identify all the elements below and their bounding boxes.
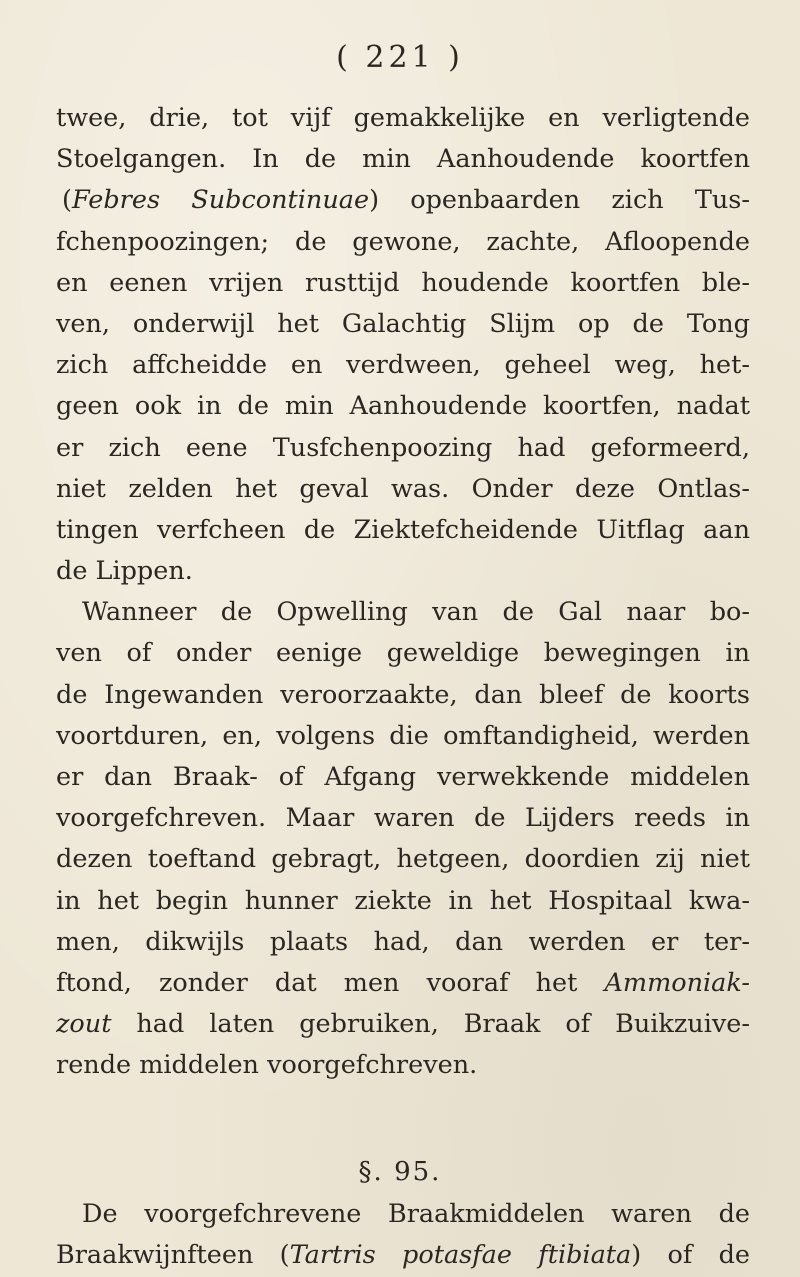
- line-text: Wanneer de Opwelling van de Gal naar bo-: [82, 597, 750, 628]
- line-text: geen ook in de min Aanhoudende koortfen, nadat: [56, 391, 750, 422]
- line-text: zich affcheidde en verdween, geheel weg, het-: [56, 350, 750, 381]
- text-line: [56, 98, 750, 139]
- text-line: [56, 1045, 750, 1086]
- body-text: [56, 98, 750, 1087]
- text-line: [56, 675, 750, 716]
- line-text: (: [62, 185, 72, 216]
- line-text: dezen toeftand gebragt, hetgeen, doordien zij niet: [56, 844, 750, 875]
- line-text: er dan Braak- of Afgang verwekkende middelen: [56, 762, 750, 792]
- text-line: [56, 139, 750, 180]
- line-text: ven, onderwijl het Galachtig Slijm op de Tong: [56, 308, 750, 339]
- italic-text: zout: [56, 1009, 112, 1040]
- text-line: [56, 1004, 750, 1045]
- text-line: [56, 551, 750, 592]
- line-text: men, dikwijls plaats had, dan werden er ter-: [56, 926, 750, 957]
- text-line: [56, 922, 750, 963]
- line-text: rende middelen voorgefchreven.: [56, 1050, 478, 1081]
- line-text: ) of de: [631, 1240, 750, 1271]
- line-text: er zich eene Tusfchenpoozing had geformeerd,: [56, 432, 750, 463]
- line-text: in het begin hunner ziekte in het Hospitaal kwa-: [56, 885, 750, 916]
- text-line: [56, 963, 750, 1004]
- text-line: [56, 386, 750, 427]
- line-text: de Ingewanden veroorzaakte, dan bleef de koorts: [56, 679, 750, 710]
- text-line: [56, 633, 750, 674]
- text-line: [56, 1235, 750, 1276]
- line-text: tingen verfcheen de Ziektefcheidende Uitflag aan: [56, 514, 750, 545]
- line-text: niet zelden het geval was. Onder deze Ontlas-: [56, 473, 750, 504]
- line-text: voorgefchreven. Maar waren de Lijders reeds in: [56, 803, 750, 834]
- text-line: [56, 757, 750, 798]
- text-line: [56, 881, 750, 922]
- text-line: [56, 428, 750, 469]
- body-text-continued: [56, 1194, 750, 1276]
- italic-text: Febres Subcontinuae: [71, 185, 370, 216]
- line-text: de Lippen.: [56, 556, 193, 587]
- line-text: ) openbaarden zich Tus-: [369, 185, 750, 216]
- line-text: ven of onder eenige geweldige bewegingen in: [56, 638, 750, 669]
- section-heading: §. 95.: [358, 1157, 442, 1187]
- text-line: [56, 469, 750, 510]
- text-line: [56, 304, 750, 345]
- line-text: twee, drie, tot vijf gemakkelijke en verligtende: [56, 103, 750, 133]
- text-line: [56, 592, 750, 633]
- text-line: [56, 716, 750, 757]
- text-line: [56, 345, 750, 386]
- line-text: en eenen vrijen rusttijd houdende koortfen ble-: [56, 267, 750, 298]
- text-line: [56, 263, 750, 304]
- line-text: fchenpoozingen; de gewone, zachte, Afloopende: [56, 226, 750, 257]
- text-line: [56, 839, 750, 880]
- text-line: [56, 222, 750, 263]
- page-number: ( 221 ): [336, 40, 464, 75]
- line-text: Braakwijnfteen (: [56, 1240, 290, 1271]
- text-line: [56, 180, 750, 221]
- line-text: ftond, zonder dat men vooraf het: [56, 967, 605, 998]
- text-line: [56, 1194, 750, 1235]
- text-line: [56, 510, 750, 551]
- line-text: had laten gebruiken, Braak of Buikzuive-: [111, 1009, 750, 1040]
- line-text: Stoelgangen. In de min Aanhoudende koortfen: [56, 144, 750, 175]
- italic-text: Ammoniak-: [604, 967, 750, 998]
- text-line: [56, 798, 750, 839]
- line-text: De voorgefchrevene Braakmiddelen waren de: [82, 1199, 750, 1229]
- italic-text: Tartris potasfae ftibiata: [289, 1240, 632, 1271]
- line-text: voortduren, en, volgens die omftandigheid, werden: [56, 720, 750, 751]
